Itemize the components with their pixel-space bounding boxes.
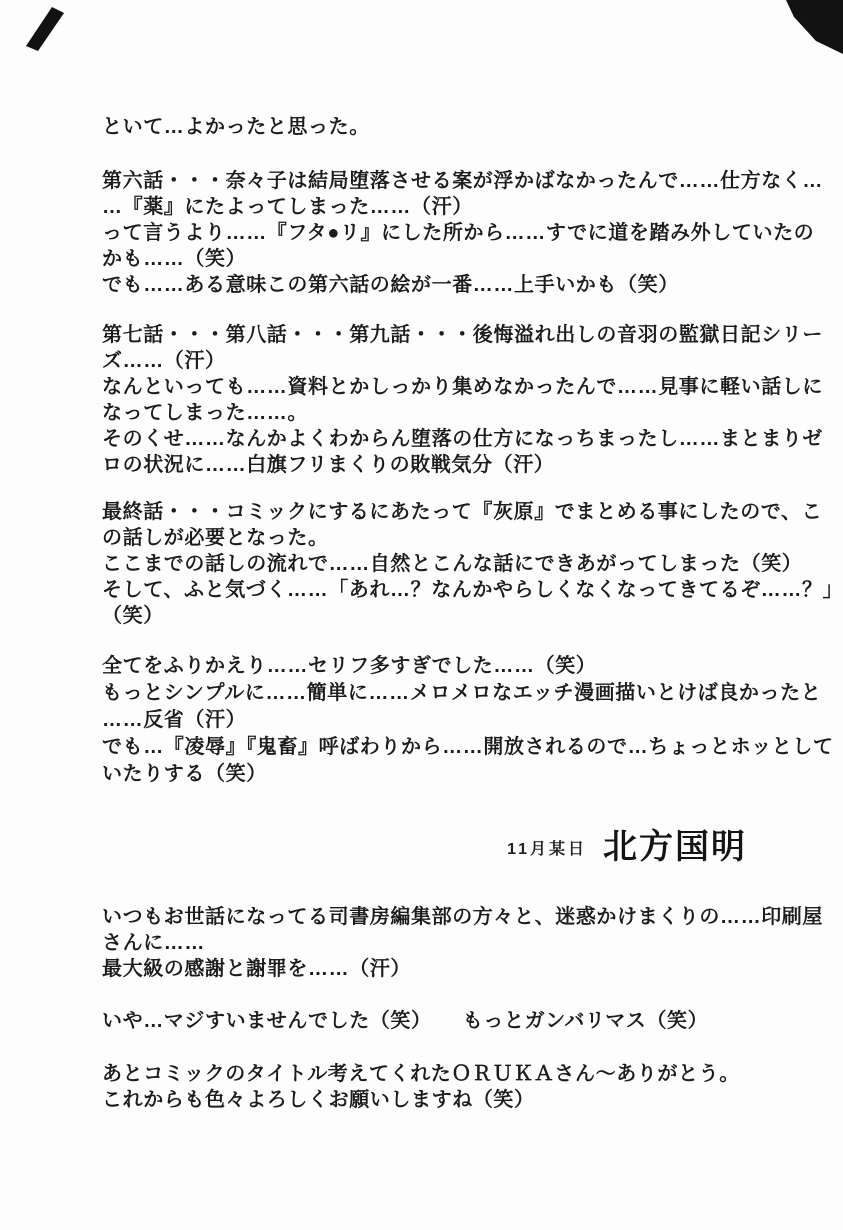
paragraph-thanks	[102, 904, 823, 982]
text-line: （笑）	[102, 605, 164, 627]
paragraph-apology	[102, 1008, 770, 1034]
text-line: いつもお世話になってる司書房編集部の方々と、迷惑かけまくりの……印刷屋	[102, 906, 823, 928]
text-line: でも……ある意味この第六話の絵が一番……上手いかも（笑）	[102, 274, 679, 296]
text-line: ズ……（汗）	[102, 350, 226, 372]
text-line: ロの状況に……白旗フリまくりの敗戦気分（汗）	[102, 454, 555, 476]
author-name: 北方国明	[603, 828, 747, 866]
text-line: さんに……	[102, 932, 205, 954]
text-line: 第六話・・・奈々子は結局堕落させる案が浮かばなかったんで……仕方なく…	[102, 170, 823, 192]
paragraph-retrospective	[102, 653, 834, 788]
signature-date: 11月某日	[507, 840, 587, 858]
text-line: といて…よかったと思った。	[102, 116, 370, 138]
text-line: なんといっても……資料とかしっかり集めなかったんで……見事に軽い話しに	[102, 376, 823, 398]
paragraph-episode6	[102, 168, 823, 298]
scan-mark-top-left-icon	[26, 7, 64, 51]
paragraph-intro	[102, 114, 770, 140]
text-line: でも…『凌辱』『鬼畜』呼ばわりから……開放されるので…ちょっとホッとして	[102, 736, 834, 758]
paragraph-episode789	[102, 322, 823, 478]
text-line: 第七話・・・第八話・・・第九話・・・後悔溢れ出しの音羽の監獄日記シリー	[102, 324, 823, 346]
signature	[0, 820, 747, 866]
text-line: 全てをふりかえり……セリフ多すぎでした……（笑）	[102, 655, 597, 677]
paragraph-final-episode	[102, 499, 843, 629]
text-line: いたりする（笑）	[102, 763, 267, 785]
text-line: って言うより……『フタ●リ』にした所から……すでに道を踏み外していたの	[102, 222, 815, 244]
text-line: なってしまった……。	[102, 402, 308, 424]
text-line: これからも色々よろしくお願いしますね（笑）	[102, 1089, 535, 1111]
text-line: …『薬』にたよってしまった……（汗）	[102, 196, 473, 218]
paragraph-oruka-thanks	[102, 1061, 770, 1113]
scan-mark-top-right-icon	[786, 0, 843, 54]
text-line: もっとシンプルに……簡単に……メロメロなエッチ漫画描いとけば良かったと	[102, 682, 822, 704]
text-line: 最大級の感謝と謝罪を……（汗）	[102, 958, 411, 980]
text-line: そして、ふと気づく……「あれ…？なんかやらしくなくなってきてるぞ……？」	[102, 579, 843, 601]
text-line: かも……（笑）	[102, 248, 247, 270]
text-line: ここまでの話しの流れで……自然とこんな話にできあがってしまった（笑）	[102, 553, 803, 575]
text-line: そのくせ……なんかよくわからん堕落の仕方になっちまったし……まとまりゼ	[102, 428, 823, 450]
text-line: いや…マジすいませんでした（笑） もっとガンバリマス（笑）	[102, 1010, 709, 1032]
text-line: 最終話・・・コミックにするにあたって『灰原』でまとめる事にしたので、こ	[102, 501, 823, 523]
text-line: あとコミックのタイトル考えてくれたＯＲＵＫＡさん～ありがとう。	[102, 1063, 740, 1085]
text-line: ……反省（汗）	[102, 709, 247, 731]
scan-artifact-marks	[0, 0, 843, 60]
text-line: の話しが必要となった。	[102, 527, 329, 549]
